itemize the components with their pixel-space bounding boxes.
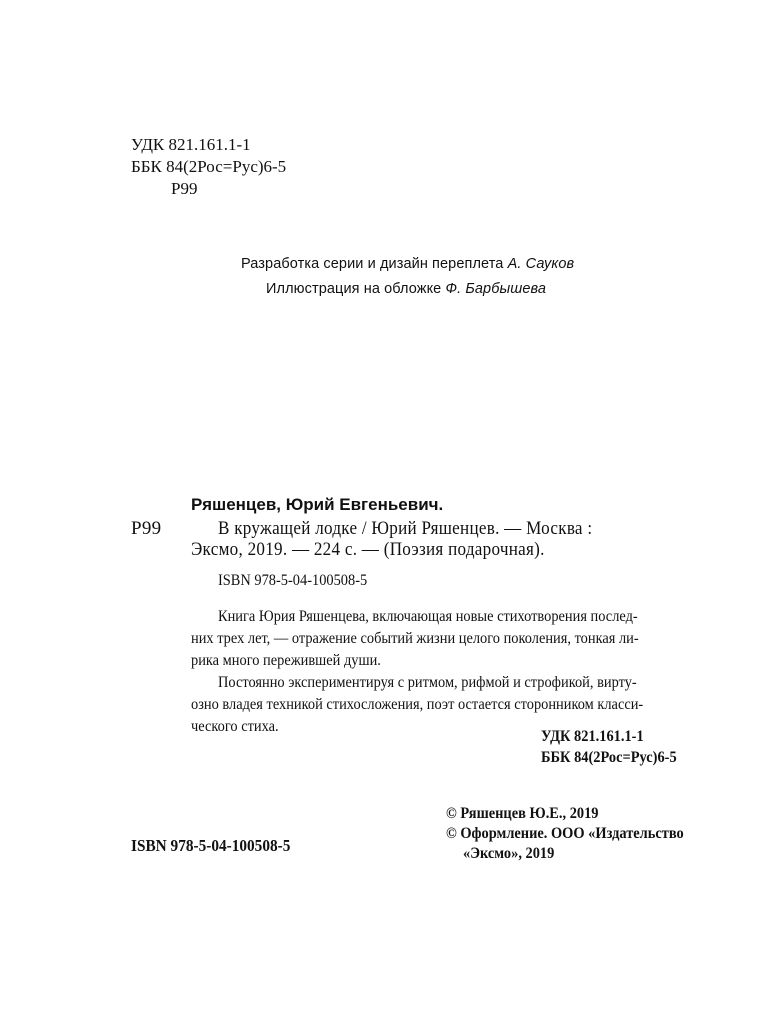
author-mark: Р99 (171, 179, 198, 198)
annotation-p2-line-1: Постоянно экспериментируя с ритмом, рифмой и строфикой, вирту- (218, 674, 637, 691)
bottom-isbn: ISBN 978-5-04-100508-5 (131, 836, 291, 855)
cover-credit-label: Иллюстрация на обложке (266, 281, 446, 297)
catalog-author-mark: Р99 (131, 518, 162, 539)
catalog-title-line-2: Эксмо, 2019. — 224 с. — (Поэзия подарочная). (191, 539, 545, 560)
copyright-design: © Оформление. ООО «Издательство (446, 825, 684, 842)
bottom-bbk-code: ББК 84(2Рос=Рус)6-5 (541, 749, 677, 766)
copyright-author: © Ряшенцев Ю.Е., 2019 (446, 805, 599, 822)
copyright-block (446, 804, 710, 864)
copyright-publisher: «Эксмо», 2019 (463, 845, 555, 862)
bottom-codes-block (541, 726, 692, 768)
bbk-code: ББК 84(2Рос=Рус)6-5 (131, 157, 287, 176)
series-designer-name: А. Сауков (507, 256, 575, 272)
catalog-isbn: ISBN 978-5-04-100508-5 (218, 572, 368, 589)
annotation-p1-line-1: Книга Юрия Ряшенцева, включающая новые стихотворения послед- (218, 608, 638, 625)
top-codes-block (131, 134, 286, 200)
cover-illustrator-name: Ф. Барбышева (445, 281, 547, 297)
udk-code: УДК 821.161.1-1 (131, 135, 251, 154)
annotation-p1-line-2: них трех лет, — отражение событий жизни целого поколения, тонкая ли- (191, 630, 639, 647)
annotation-p1-line-3: рика много пережившей души. (191, 652, 381, 669)
series-credit (241, 256, 574, 272)
annotation-p2-line-3: ческого стиха. (191, 718, 279, 735)
cover-credit (266, 281, 546, 297)
bottom-udk-code: УДК 821.161.1-1 (541, 728, 644, 745)
annotation-p2-line-2: озно владея техникой стихосложения, поэт остается сторонником класси- (191, 696, 644, 713)
catalog-author: Ряшенцев, Юрий Евгеньевич. (191, 495, 444, 514)
series-credit-label: Разработка серии и дизайн переплета (241, 256, 508, 272)
catalog-title-line-1: В кружащей лодке / Юрий Ряшенцев. — Москва : (218, 518, 593, 539)
